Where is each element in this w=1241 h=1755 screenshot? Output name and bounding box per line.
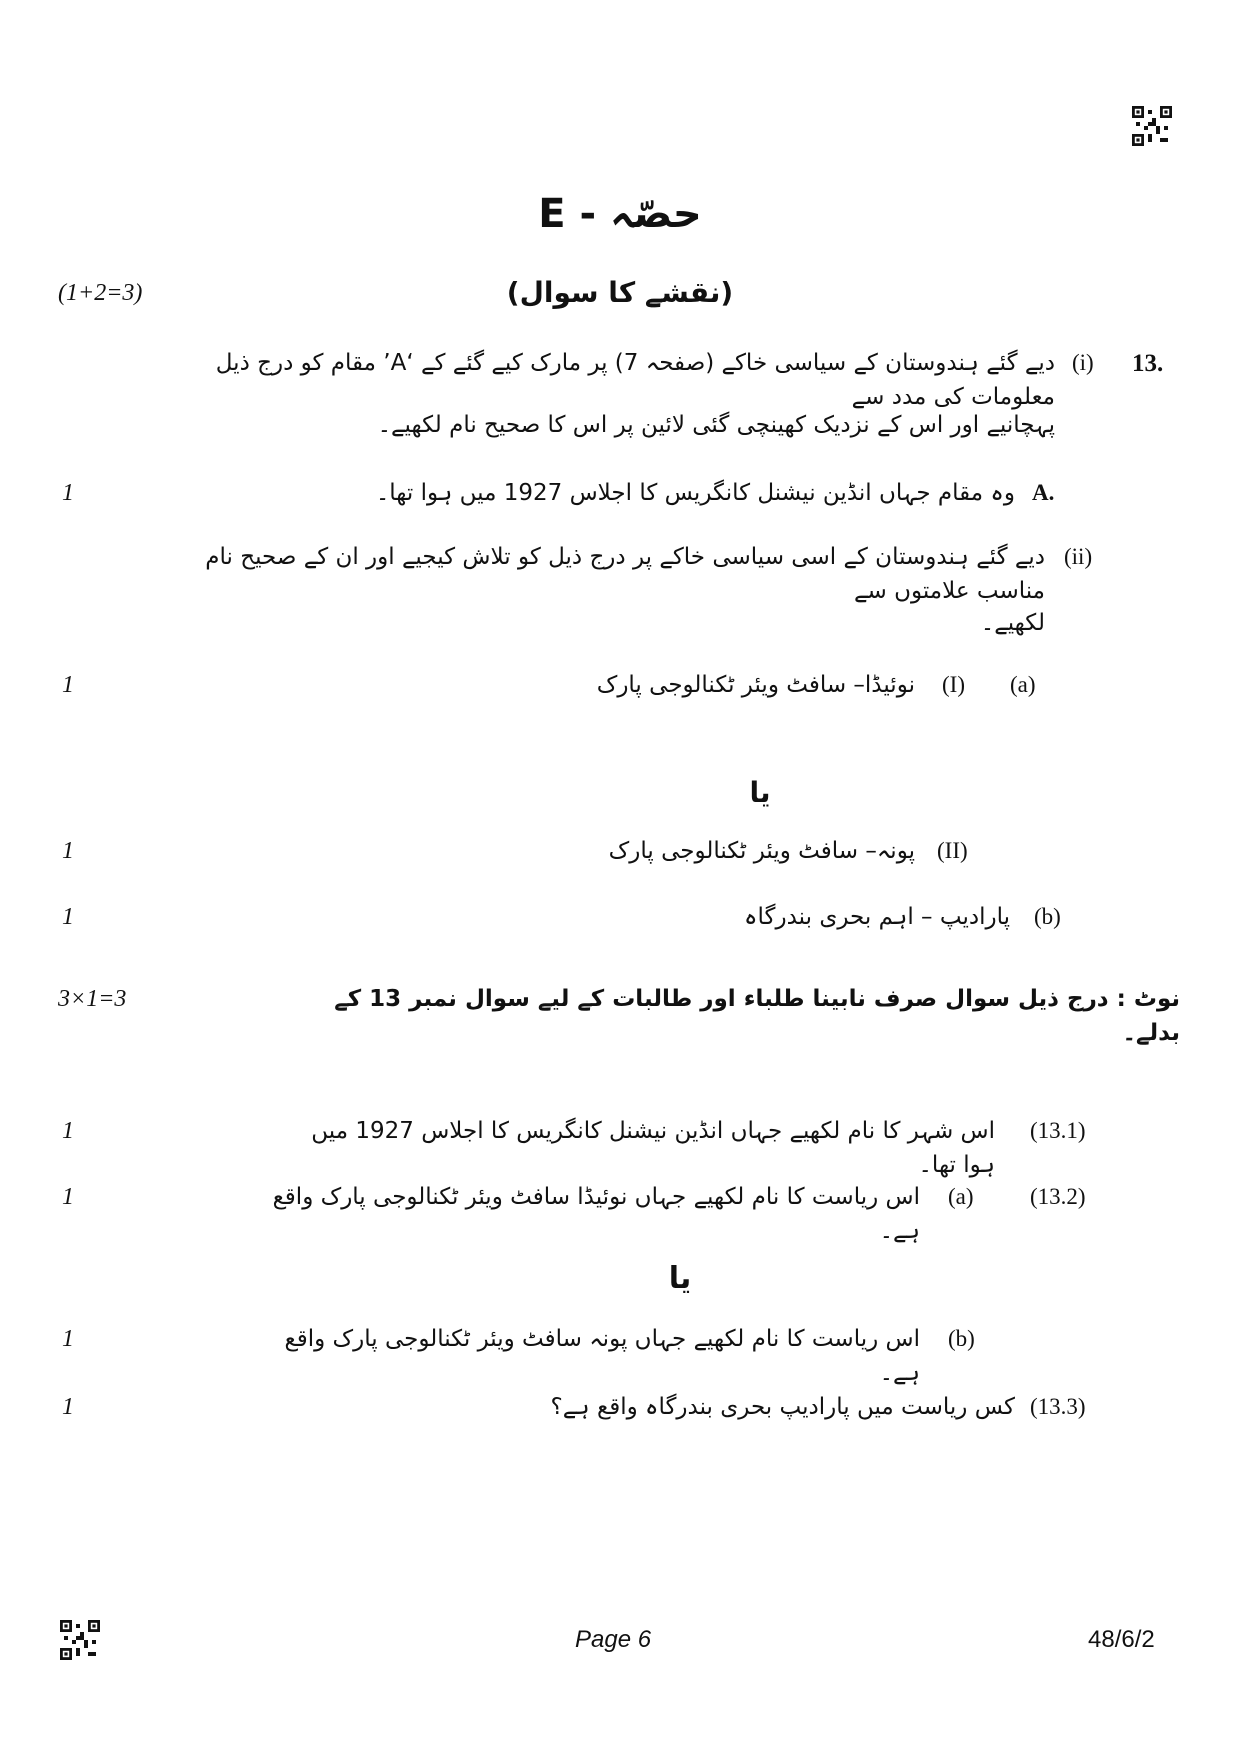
question-number: 13. xyxy=(1132,350,1164,377)
part-ii-text-line1: دیے گئے ہندوستان کے اسی سیاسی خاکے پر درج ذیل کو تلاش کیجیے اور ان کے صحیح نام مناسب علامتوں سے xyxy=(205,544,1045,604)
part-i-text-line1: دیے گئے ہندوستان کے سیاسی خاکے (صفحہ 7) پر مارک کیے گئے کے ‘A’ مقام کو درج ذیل معلومات کی مدد سے xyxy=(215,350,1055,410)
part-i-label: (i) xyxy=(1072,350,1094,375)
or-separator-2: یا xyxy=(668,1261,692,1296)
section-marks: (1+2=3) xyxy=(58,280,143,306)
alt-q1-label: (13.1) xyxy=(1030,1118,1086,1143)
alt-q1-marks: 1 xyxy=(62,1118,74,1144)
sub-a-i-text: نوئیڈا– سافٹ ویئر ٹکنالوجی پارک xyxy=(596,672,915,698)
part-i-text-line2: پہچانیے اور اس کے نزدیک کھینچی گئی لائین پر اس کا صحیح نام لکھیے۔ xyxy=(377,412,1055,438)
sub-a-i-label: (I) xyxy=(942,672,965,697)
page-number: Page 6 xyxy=(575,1626,652,1653)
paper-code: 48/6/2 xyxy=(1088,1626,1155,1653)
part-ii-text-line2: لکھیے۔ xyxy=(980,610,1045,636)
alt-q2-label: (13.2) xyxy=(1030,1184,1086,1209)
alt-q3-text: کس ریاست میں پارادیپ بحری بندرگاہ واقع ہے؟ xyxy=(550,1394,1015,1420)
alt-q2a-text: اس ریاست کا نام لکھیے جہاں نوئیڈا سافٹ ویئر ٹکنالوجی پارک واقع ہے۔ xyxy=(272,1184,920,1244)
alt-q2b-marks: 1 xyxy=(62,1326,74,1352)
qr-code-top xyxy=(1132,106,1172,146)
sub-a-ii-label: (II) xyxy=(937,838,968,863)
section-title: حصّہ - E xyxy=(538,191,702,237)
alt-q2b-label: (b) xyxy=(948,1326,975,1351)
item-a-label: A. xyxy=(1032,480,1055,505)
item-a-text: وہ مقام جہاں انڈین نیشنل کانگریس کا اجلاس 1927 میں ہوا تھا۔ xyxy=(375,480,1015,506)
alt-q3-label: (13.3) xyxy=(1030,1394,1086,1419)
alt-q2a-label: (a) xyxy=(948,1184,974,1209)
sub-a-i-marks: 1 xyxy=(62,672,74,698)
note-marks: 3×1=3 xyxy=(58,986,127,1012)
item-a-marks: 1 xyxy=(62,480,74,506)
alt-q2a-marks: 1 xyxy=(62,1184,74,1210)
sub-a-ii-text: پونہ– سافٹ ویئر ٹکنالوجی پارک xyxy=(608,838,915,864)
qr-code-bottom xyxy=(60,1620,100,1660)
part-ii-label: (ii) xyxy=(1064,544,1093,569)
sub-a-ii-marks: 1 xyxy=(62,838,74,864)
sub-b-text: پارادیپ – اہم بحری بندرگاہ xyxy=(744,904,1010,930)
note-text: نوٹ : درج ذیل سوال صرف نابینا طلباء اور طالبات کے لیے سوال نمبر 13 کے بدلے۔ xyxy=(334,986,1180,1046)
sub-b-marks: 1 xyxy=(62,904,74,930)
alt-q2b-text: اس ریاست کا نام لکھیے جہاں پونہ سافٹ ویئر ٹکنالوجی پارک واقع ہے۔ xyxy=(284,1326,920,1386)
or-separator-1: یا xyxy=(749,776,771,809)
section-subtitle: (نقشے کا سوال) xyxy=(506,276,734,309)
sub-b-label: (b) xyxy=(1034,904,1061,929)
sub-a-label: (a) xyxy=(1010,672,1036,697)
alt-q3-marks: 1 xyxy=(62,1394,74,1420)
alt-q1-text: اس شہر کا نام لکھیے جہاں انڈین نیشنل کانگریس کا اجلاس 1927 میں ہوا تھا۔ xyxy=(311,1118,995,1178)
